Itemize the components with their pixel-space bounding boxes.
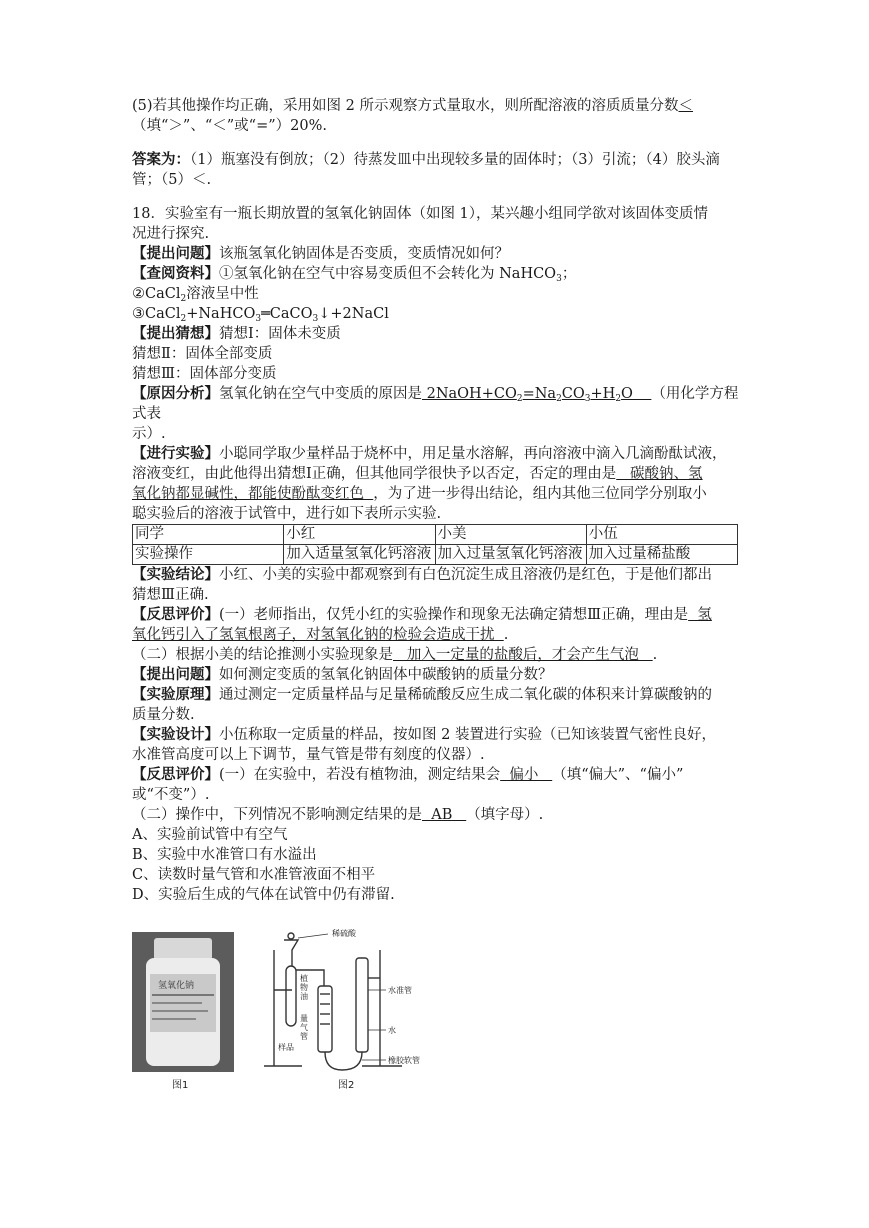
q18-conclusion: 【实验结论】小红、小美的实验中都观察到有白色沉淀生成且溶液仍是红色，于是他们都出 (132, 567, 712, 583)
q18-intro-cont: 况进行探究. (132, 226, 210, 242)
q18-exp-answer: 碳酸钠、氢 (616, 466, 703, 482)
q18-cause-answer: $2NaOH+CO_2=Na_2CO_3+H_2O$ (422, 386, 652, 404)
table-cell: 同学 (133, 525, 284, 545)
bottle-photo (132, 932, 234, 1072)
q18-guess3: 猜想Ⅲ：固体部分变质 (132, 366, 277, 382)
table-cell: 小伍 (586, 525, 737, 545)
q18-intro: 18．实验室有一瓶长期放置的氢氧化钠固体（如图 1），某兴趣小组同学欲对该固体变质情 (132, 206, 709, 222)
label-level-tube: 水准管 (388, 986, 412, 995)
q18-reflect3-cont: 或“不变”）. (132, 787, 210, 803)
label-acid: 稀硫酸 (332, 929, 356, 938)
q18-guess2: 猜想Ⅱ：固体全部变质 (132, 346, 273, 362)
q18-cause-cont: 示）. (132, 426, 166, 442)
q18-ask1: 【提出问题】该瓶氢氧化钠固体是否变质，变质情况如何？ (132, 246, 509, 262)
q18-ask2: 【提出问题】如何测定变质的氢氧化钠固体中碳酸钠的质量分数？ (132, 667, 553, 683)
table-cell: 加入过量氢氧化钙溶液 (435, 545, 586, 565)
bottle-label: 氢氧化钠 (158, 981, 195, 991)
q17-answer: 答案为：（1）瓶塞没有倒放；（2）待蒸发皿中出现较多量的固体时；（3）引流；（4）胶头滴 (132, 152, 720, 168)
q17-answer-cont: 管；（5）＜. (132, 172, 212, 188)
q18-exp-4: 聪实验后的溶液于试管中，进行如下表所示实验. (132, 506, 442, 522)
q18-info3: ③CaCl$_2$+NaHCO$_3$═CaCO$_3$↓+2NaCl (132, 306, 389, 324)
table-cell: 实验操作 (133, 545, 284, 565)
label-water: 水 (388, 1026, 396, 1035)
label-sample: 样品 (278, 1043, 294, 1052)
q18-principle-cont: 质量分数. (132, 707, 195, 723)
q18-reflect4: （二）操作中，下列情况不影响测定结果的是 AB （填字母）. (132, 807, 544, 823)
option-b: B、实验中水准管口有水溢出 (132, 847, 317, 863)
table-cell: 加入适量氢氧化钙溶液 (284, 545, 435, 565)
answer-label: 答案为： (132, 152, 190, 168)
option-d: D、实验后生成的气体在试管中仍有滞留. (132, 887, 395, 903)
option-a: A、实验前试管中有空气 (132, 827, 288, 843)
label-burette: 量气管 (300, 1014, 308, 1041)
label-rubber-tube: 橡胶软管 (388, 1056, 420, 1065)
table-cell: 加入过量稀盐酸 (586, 545, 737, 565)
q17-item5: (5)若其他操作均正确，采用如图 2 所示观察方式量取水，则所配溶液的溶质质量分数＜ (132, 98, 693, 114)
q18-reflect1: 【反思评价】(一）老师指出，仅凭小红的实验操作和现象无法确定猜想Ⅲ正确，理由是 氢 (132, 607, 712, 623)
table-header-row (133, 525, 738, 545)
q18-exp: 【进行实验】小聪同学取少量样品于烧杯中，用足量水溶解，再向溶液中滴入几滴酚酞试液， (132, 446, 727, 462)
table-cell: 小美 (435, 525, 586, 545)
q18-principle: 【实验原理】通过测定一定质量样品与足量稀硫酸反应生成二氧化碳的体积来计算碳酸钠的 (132, 687, 712, 703)
document-body (132, 96, 740, 905)
experiment-table (132, 524, 738, 565)
fig2-caption: 图2 (338, 1080, 355, 1091)
q18-info1: 【查阅资料】①氢氧化钠在空气中容易变质但不会转化为 NaHCO$_3$； (132, 266, 577, 284)
q18-exp-2: 溶液变红，由此他得出猜想Ⅰ正确，但其他同学很快予以否定，否定的理由是 碳酸钠、氢 (132, 466, 703, 482)
apparatus-diagram (262, 930, 422, 1078)
q18-reflect2: （二）根据小美的结论推测小实验现象是 加入一定量的盐酸后，才会产生气泡 . (132, 647, 658, 663)
q18-cause: 【原因分析】氢氧化钠在空气中变质的原因是 $2NaOH+CO_2=Na_2CO_3+H_2O$ （用化学方程式表 (132, 386, 739, 422)
q18-reflect1-cont: 氧化钙引入了氢氧根离子，对氢氧化钠的检验会造成干扰 . (132, 627, 509, 643)
q18-info2: ②CaCl$_2$溶液呈中性 (132, 286, 259, 304)
table-cell: 小红 (284, 525, 435, 545)
q18-design-cont: 水准管高度可以上下调节，量气管是带有刻度的仪器）. (132, 747, 485, 763)
q18-guess1: 【提出猜想】猜想Ⅰ：固体未变质 (132, 326, 341, 342)
q17-item5-answer: ＜ (678, 98, 693, 114)
label-oil: 植物油 (300, 974, 308, 1001)
option-c: C、读数时量气管和水准管液面不相平 (132, 867, 376, 883)
q18-conclusion-cont: 猜想Ⅲ正确. (132, 587, 209, 603)
table-row (133, 545, 738, 565)
figures (132, 930, 432, 1090)
q18-reflect3: 【反思评价】(一）在实验中，若没有植物油，测定结果会 偏小 （填“偏大”、“偏小” (132, 767, 684, 783)
q17-item5-cont: （填“＞”、“＜”或“=”）20%. (132, 118, 327, 134)
q18-design: 【实验设计】小伍称取一定质量的样品，按如图 2 装置进行实验（已知该装置气密性良好， (132, 727, 716, 743)
q18-exp-3: 氧化钠都显碱性，都能使酚酞变红色 ，为了进一步得出结论，组内其他三位同学分别取小 (132, 486, 707, 502)
q18-exp-answer-cont: 氧化钠都显碱性，都能使酚酞变红色 (132, 486, 374, 502)
fig1-caption: 图1 (172, 1080, 189, 1091)
